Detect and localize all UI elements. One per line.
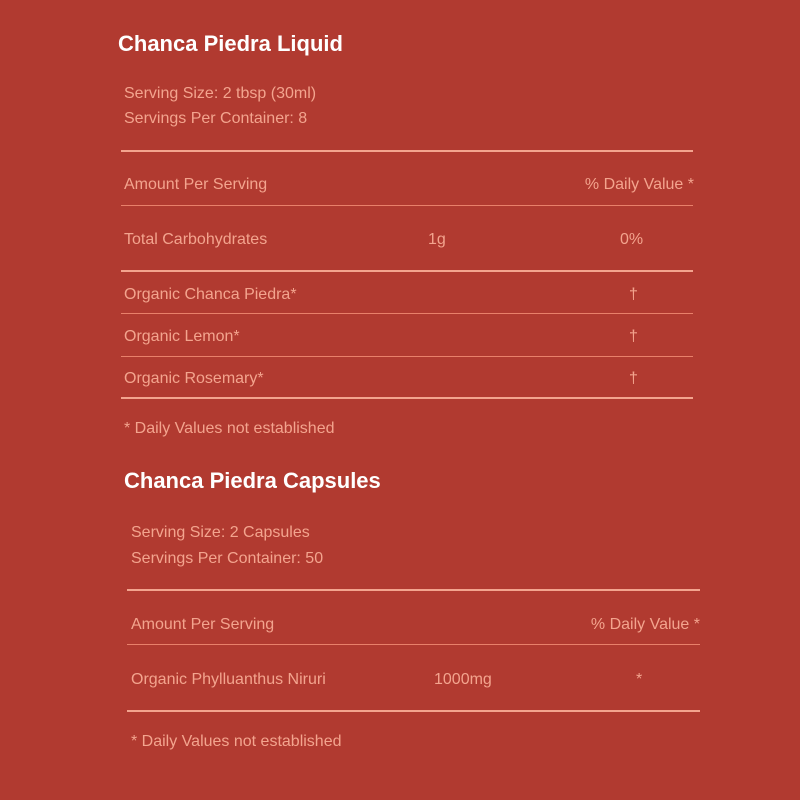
nutrient-dv: 0%: [620, 231, 644, 248]
divider: [121, 397, 693, 399]
liquid-serving-size: Serving Size: 2 tbsp (30ml): [124, 85, 317, 102]
dagger-icon: †: [629, 328, 638, 345]
nutrient-dv: *: [636, 671, 643, 688]
daily-value-label: % Daily Value *: [584, 176, 694, 193]
amount-per-serving-label: Amount Per Serving: [131, 616, 275, 633]
divider: [121, 270, 693, 272]
dagger-icon: †: [629, 370, 638, 387]
divider: [127, 710, 700, 712]
capsules-serving-size: Serving Size: 2 Capsules: [131, 524, 310, 541]
ingredient-name: Organic Lemon*: [124, 328, 240, 345]
capsules-servings-per-container: Servings Per Container: 50: [131, 550, 324, 567]
amount-per-serving-label: Amount Per Serving: [124, 176, 268, 193]
nutrient-name: Total Carbohydrates: [124, 231, 268, 248]
divider: [127, 644, 700, 645]
divider: [127, 589, 700, 591]
dagger-icon: †: [629, 286, 638, 303]
capsules-footnote: * Daily Values not established: [131, 733, 342, 750]
daily-value-label: % Daily Value *: [590, 616, 700, 633]
divider: [121, 205, 693, 206]
liquid-title: Chanca Piedra Liquid: [118, 31, 343, 56]
liquid-servings-per-container: Servings Per Container: 8: [124, 110, 308, 127]
nutrient-amount: 1000mg: [434, 671, 492, 688]
divider: [121, 356, 693, 357]
nutrient-name: Organic Phylluanthus Niruri: [131, 671, 326, 688]
ingredient-name: Organic Rosemary*: [124, 370, 264, 387]
ingredient-name: Organic Chanca Piedra*: [124, 286, 297, 303]
nutrient-amount: 1g: [428, 231, 446, 248]
capsules-title: Chanca Piedra Capsules: [124, 468, 381, 493]
liquid-footnote: * Daily Values not established: [124, 420, 335, 437]
divider: [121, 150, 693, 152]
divider: [121, 313, 693, 314]
